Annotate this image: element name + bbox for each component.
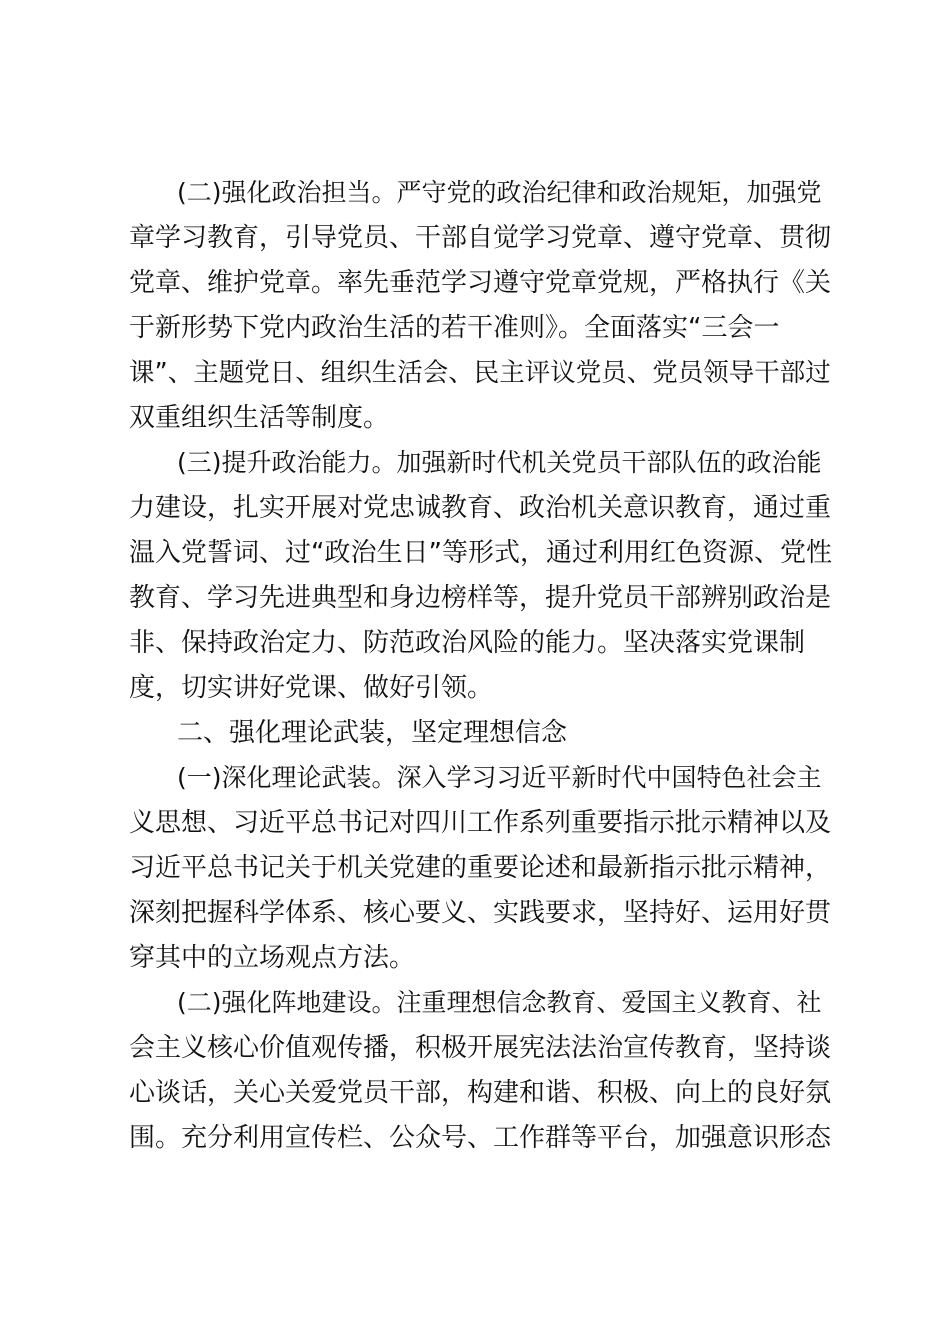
paragraph-3-1-line-4: 深刻把握科学体系、核心要义、实践要求，坚持好、运用好贯 [129, 898, 832, 928]
paragraph-3-2-line-3: 心谈话，关心关爱党员干部，构建和谐、积极、向上的良好氛 [129, 1078, 832, 1108]
paragraph-2-2-line-5: 课”、主题党日、组织生活会、民主评议党员、党员领导干部过 [129, 358, 831, 388]
paragraph-2-3-line-4: 教育、学习先进典型和身边榜样等，提升党员干部辨别政治是 [129, 583, 832, 613]
paragraph-2-3-line-2: 力建设，扎实开展对党忠诚教育、政治机关意识教育，通过重 [129, 493, 832, 523]
paragraph-2-3-line-6: 度，切实讲好党课、做好引领。 [129, 673, 494, 703]
paragraph-2-3-line-1: (三)提升政治能力。加强新时代机关党员干部队伍的政治能 [177, 448, 822, 477]
paragraph-3-1-line-1: (一)深化理论武装。深入学习习近平新时代中国特色社会主 [177, 763, 822, 792]
paragraph-2-3-line-5: 非、保持政治定力、防范政治风险的能力。坚决落实党课制 [129, 628, 806, 658]
paragraph-2-2-line-6: 双重组织生活等制度。 [129, 403, 390, 433]
paragraph-3-2-line-2: 会主义核心价值观传播，积极开展宪法法治宣传教育，坚持谈 [129, 1033, 832, 1063]
paragraph-2-2-line-2: 章学习教育，引导党员、干部自觉学习党章、遵守党章、贯彻 [129, 223, 832, 253]
paragraph-3-1-line-3: 习近平总书记关于机关党建的重要论述和最新指示批示精神， [129, 853, 832, 883]
section-heading-2: 二、强化理论武装，坚定理想信念 [177, 718, 568, 748]
paragraph-3-2-line-1: (二)强化阵地建设。注重理想信念教育、爱国主义教育、社 [177, 988, 822, 1017]
paragraph-2-2-line-1: (二)强化政治担当。严守党的政治纪律和政治规矩，加强党 [177, 178, 822, 207]
paragraph-2-3-line-3: 温入党誓词、过“政治生日”等形式，通过利用红色资源、党性 [129, 538, 832, 568]
paragraph-2-2-line-4: 于新形势下党内政治生活的若干准则》。全面落实“三会一 [129, 313, 780, 343]
paragraph-3-1-line-5: 穿其中的立场观点方法。 [129, 943, 416, 973]
paragraph-2-2-line-3: 党章、维护党章。率先垂范学习遵守党章党规，严格执行《关 [129, 268, 832, 298]
paragraph-3-1-line-2: 义思想、习近平总书记对四川工作系列重要指示批示精神以及 [129, 808, 832, 838]
paragraph-3-2-line-4: 围。充分利用宣传栏、公众号、工作群等平台，加强意识形态 [129, 1123, 832, 1153]
